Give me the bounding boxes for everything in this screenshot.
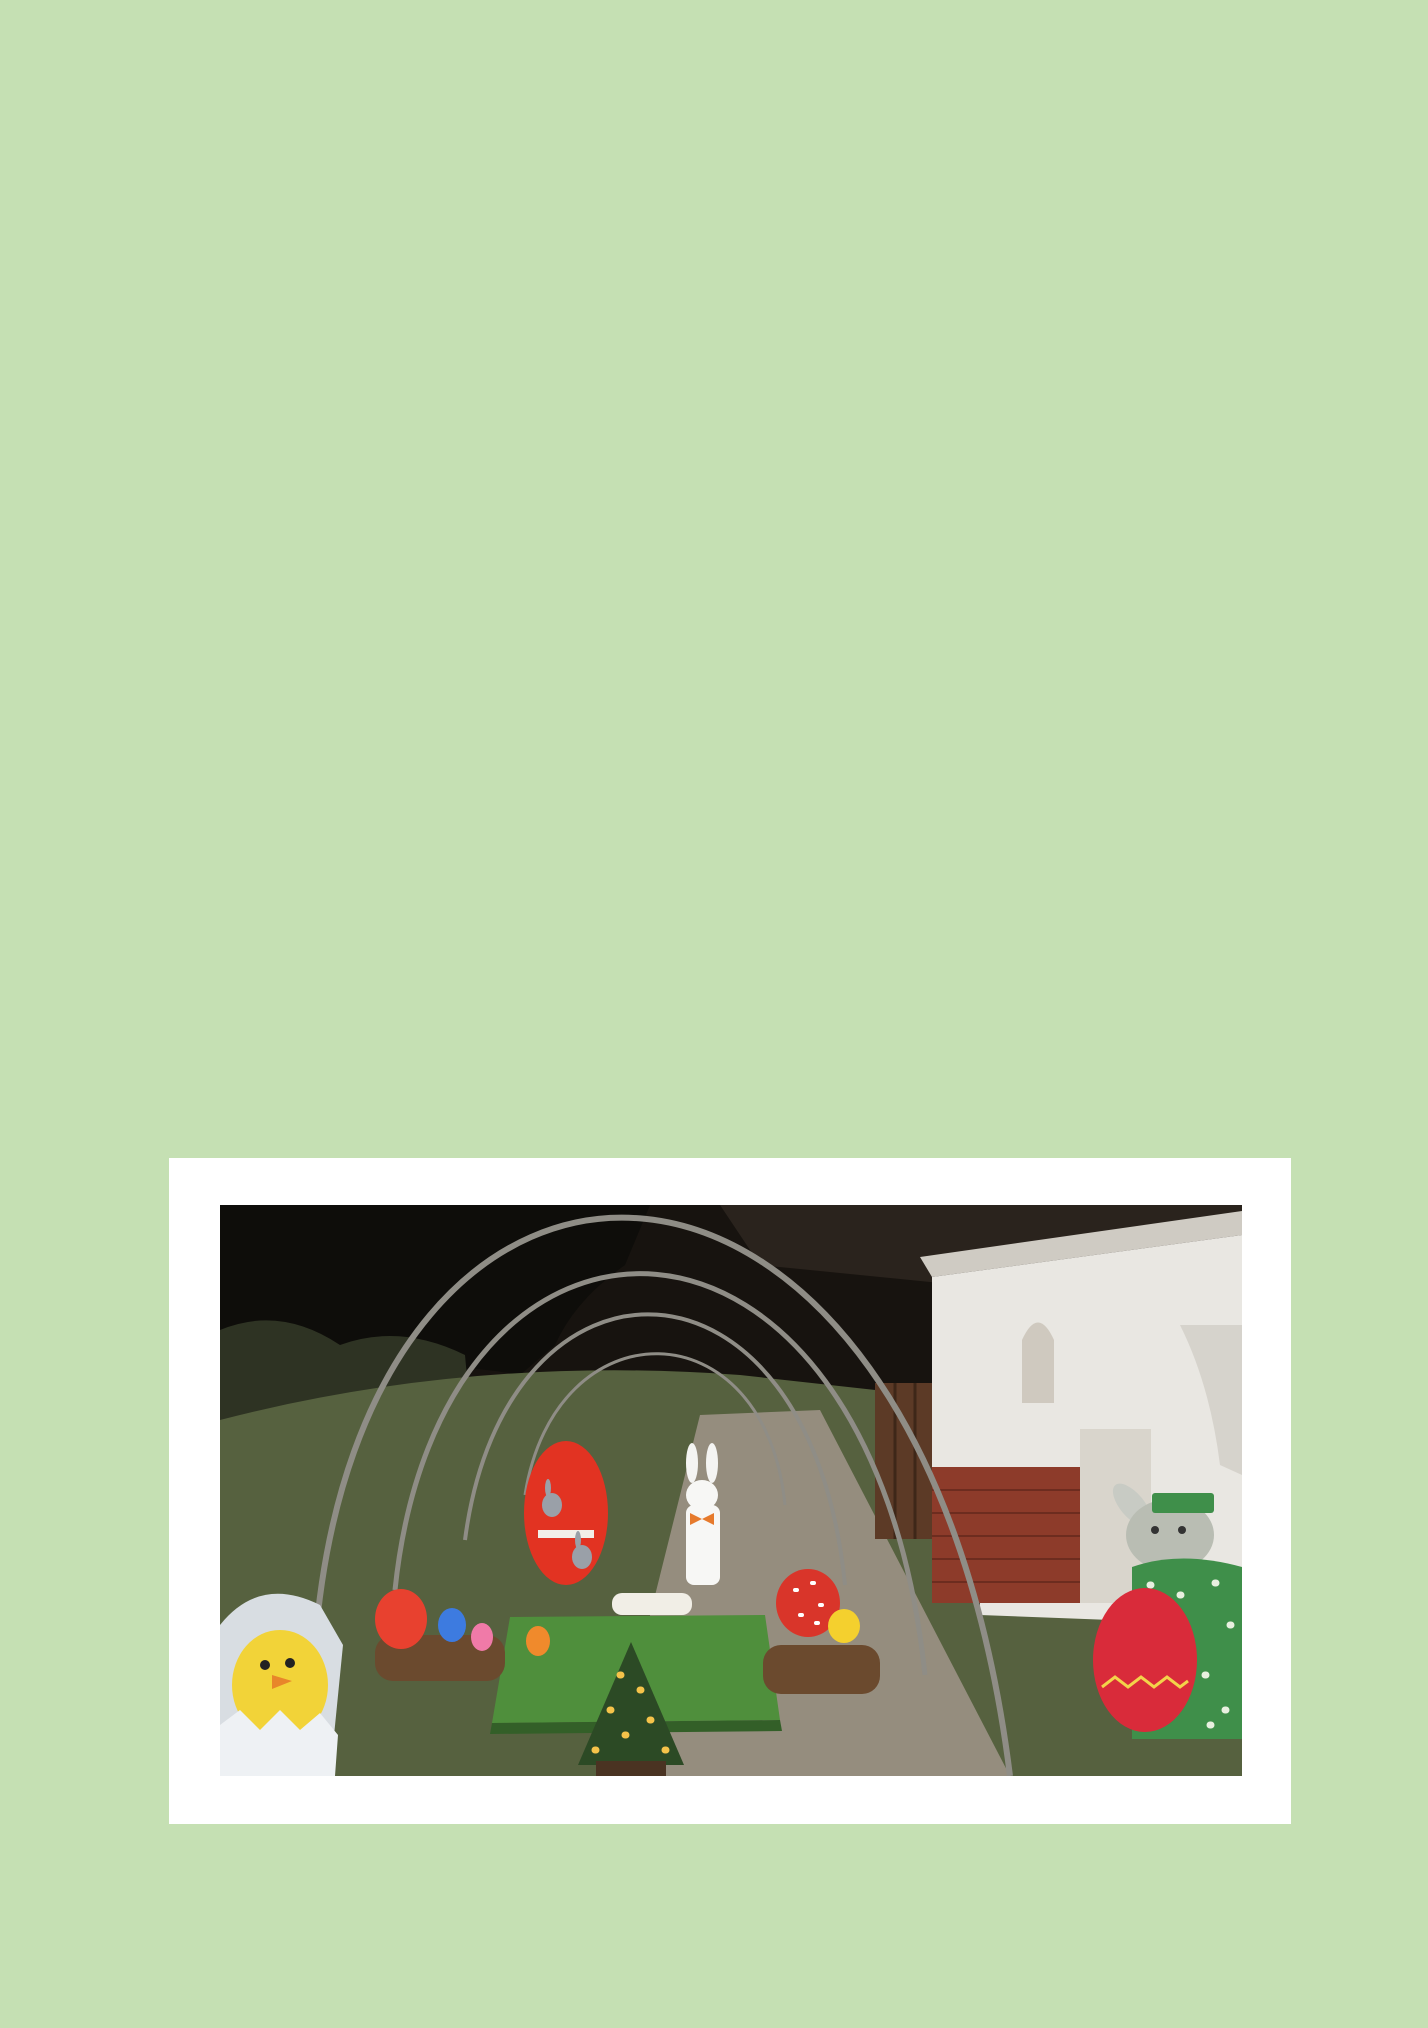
bunny-eye <box>1151 1526 1159 1534</box>
bunny-ear-left <box>686 1443 698 1483</box>
panel-bunny-body <box>542 1493 562 1517</box>
orange-egg <box>526 1626 550 1656</box>
arched-window <box>1022 1323 1054 1404</box>
bunny-ear-right <box>706 1443 718 1483</box>
easter-egg-tunnel-photo <box>220 1205 1242 1776</box>
page-title <box>0 183 1428 243</box>
greeting-egg-shape <box>1093 1588 1197 1732</box>
large-red-egg <box>375 1589 427 1649</box>
chick-eye <box>285 1658 295 1668</box>
tree-pot <box>596 1761 666 1776</box>
photo-frame <box>169 1158 1291 1824</box>
chick-eye <box>260 1660 270 1670</box>
lamb-figures <box>612 1593 692 1615</box>
panel-bunny-ear <box>545 1479 551 1497</box>
right-basket <box>763 1645 880 1694</box>
chick-cutout <box>220 1594 343 1776</box>
red-egg-panel <box>524 1441 608 1585</box>
eggshell-front <box>220 1710 338 1776</box>
article-body <box>171 333 1257 353</box>
pink-egg <box>471 1623 493 1651</box>
yellow-egg <box>828 1609 860 1643</box>
panel-shelf <box>538 1530 594 1538</box>
blue-egg <box>438 1608 466 1642</box>
bunny-eye <box>1178 1526 1186 1534</box>
ukse-sign <box>1152 1493 1214 1513</box>
panel-bunny-ear <box>575 1531 581 1549</box>
easter-greeting-egg <box>1093 1588 1197 1732</box>
panel-bunny-body <box>572 1545 592 1569</box>
